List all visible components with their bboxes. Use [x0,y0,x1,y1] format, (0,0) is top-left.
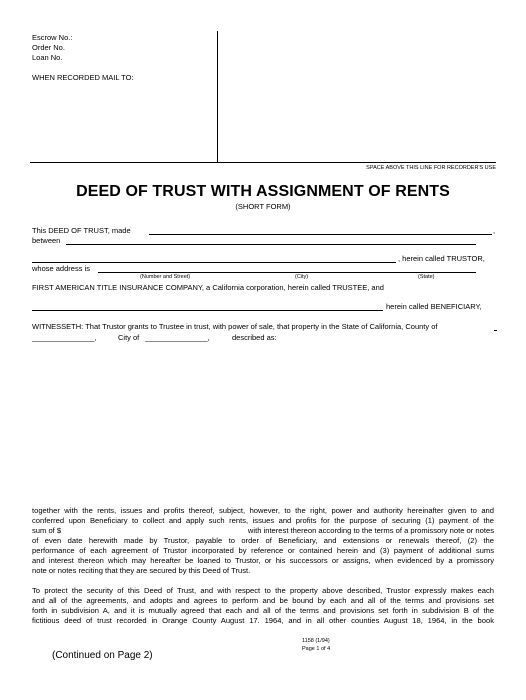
protect-line-4: fictitious deed of trust recorded in Orange County August 17. 1964, and in all other counties August 18, 1964, in the book [32,616,494,625]
page-number: Page 1 of 4 [302,646,331,652]
city-of-label: City of [118,333,140,342]
together-paragraph [32,506,494,576]
trustor-address-blank[interactable] [98,272,476,273]
city-blank-text[interactable]: _______________, [145,333,210,342]
together-line-2: conferred upon Beneficiary to collect and apply such rents, issues and profits for the purpose of securing (1) payment of the [32,516,494,525]
together-line-5: performance of each agreement of Trustor incorporated by reference or contained herein and (3) payment of additional sums [32,546,494,555]
trustor-name-blank[interactable] [32,262,396,263]
city-caption: (City) [295,274,309,280]
sum-label: sum of $ [32,526,62,535]
mail-to-label: WHEN RECORDED MAIL TO: [32,73,134,82]
address-label: whose address is [32,264,90,273]
between-blank[interactable] [66,244,476,245]
state-caption: (State) [418,274,435,280]
date-comma: , [493,226,496,235]
witnesseth-line: WITNESSETH: That Trustor grants to Trustee in trust, with power of sale, that property in the State of California, County of [32,322,438,331]
together-line-4: of even date herewith made by Trustor, payable to order of Beneficiary, and extensions or renewals thereof, (2) the [32,536,494,545]
between-label: between [32,236,61,245]
form-number: 1158 (1/94) [302,638,330,644]
recorders-use-note: SPACE ABOVE THIS LINE FOR RECORDER'S USE [366,165,496,171]
protect-line-3: forth in subdivision A, and it is mutually agreed that each and all of the terms and provisions set forth in subdivision B of the [32,606,494,615]
together-line-1: together with the rents, issues and profits thereof, subject, however, to the right, power and authority hereinafter given to and [32,506,494,515]
recorder-space-line [30,162,496,163]
together-line-7: note or notes reciting that they are secured by this Deed of Trust. [32,566,251,575]
order-label: Order No. [32,43,65,52]
beneficiary-called-label: herein called BENEFICIARY, [386,302,482,311]
document-subtitle: (SHORT FORM) [235,202,291,211]
escrow-label: Escrow No.: [32,33,73,42]
county-blank-text[interactable]: _______________, [32,333,97,342]
trustor-called-label: , herein called TRUSTOR, [398,254,485,263]
recording-box-divider [217,31,218,162]
street-caption: (Number and Street) [140,274,191,280]
deed-made-label: This DEED OF TRUST, made [32,226,131,235]
protect-line-1: To protect the security of this Deed of Trust, and with respect to the property above described, Trustor expressly makes each [32,586,494,595]
county-blank[interactable] [494,330,497,331]
sum-terms: with interest thereon according to the terms of a promissory note or notes [247,526,494,535]
continued-note: (Continued on Page 2) [52,650,153,661]
together-line-6: and interest thereon which may hereafter be loaned to Trustor, or his successors or assigns, when evidenced by a promissory [32,556,494,565]
together-line-3 [32,526,494,536]
described-as-label: described as: [232,333,277,342]
trustee-line: FIRST AMERICAN TITLE INSURANCE COMPANY, a California corporation, herein called TRUSTEE, and [32,283,384,292]
beneficiary-name-blank[interactable] [32,310,383,311]
protect-paragraph [32,586,494,626]
loan-label: Loan No. [32,53,63,62]
document-title: DEED OF TRUST WITH ASSIGNMENT OF RENTS [76,183,450,200]
date-blank[interactable] [149,234,492,235]
protect-line-2: and all of the agreements, and adopts and agrees to perform and be bound by each and all of the terms and provisions set [32,596,494,605]
